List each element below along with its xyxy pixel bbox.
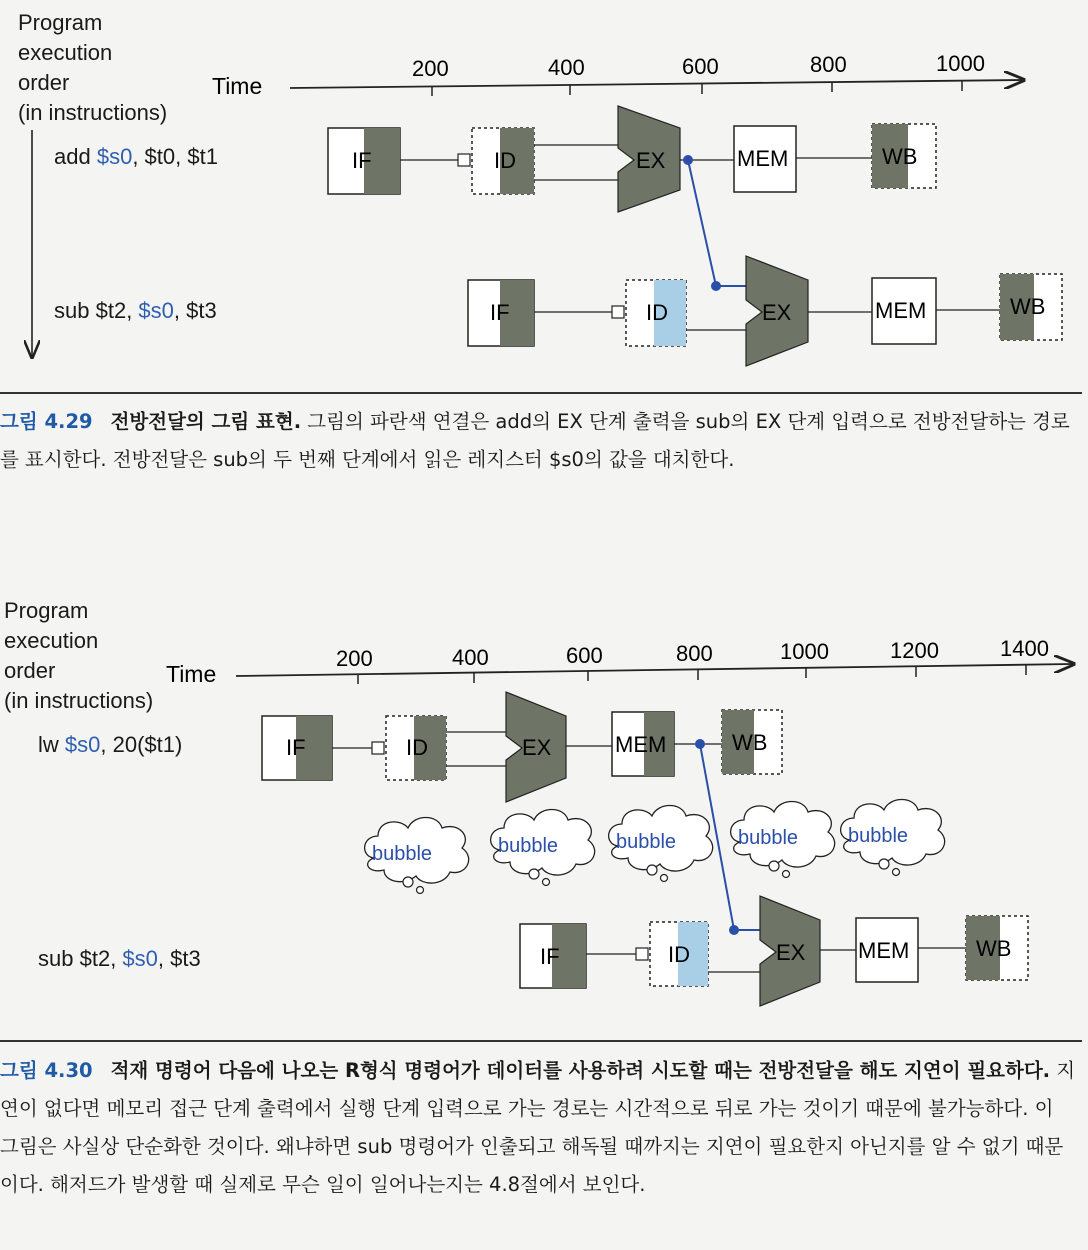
- caption-4-30: [0, 1052, 1078, 1204]
- tick-label: 200: [336, 646, 373, 671]
- time-label: Time: [212, 73, 263, 99]
- instruction-add: add $s0, $t0, $t1: [54, 144, 218, 169]
- svg-text:IF: IF: [490, 300, 510, 325]
- pipeline-row-add: [328, 106, 936, 212]
- figure-4-30: [0, 590, 1088, 1030]
- svg-text:WB: WB: [976, 936, 1012, 961]
- tick-label: 600: [566, 643, 603, 668]
- bubble-cloud: [609, 806, 713, 882]
- svg-text:MEM: MEM: [615, 732, 667, 757]
- caption-text: 그림의 파란색 연결은 add의 EX 단계 출력을 sub의 EX 단계 입력으로 전방전달하는 경로를 표시한다. 전방전달은 sub의 두 번째 단계에서 읽은 레지스터 $s0의 값을 대치한다.: [0, 410, 1070, 471]
- figure-number: 그림 4.30: [0, 1059, 93, 1082]
- instruction-lw: lw $s0, 20($t1): [38, 732, 183, 757]
- svg-text:EX: EX: [522, 735, 552, 760]
- bubble-cloud: [365, 818, 469, 894]
- bubble-cloud: [841, 800, 945, 876]
- figure-rule: [0, 1040, 1082, 1042]
- tick-label: 800: [676, 641, 713, 666]
- svg-text:EX: EX: [636, 148, 666, 173]
- tick-label: 1000: [936, 51, 985, 76]
- figure-number: 그림 4.29: [0, 410, 93, 433]
- program-order-label: Program execution order (in instructions): [18, 10, 168, 125]
- svg-text:ID: ID: [646, 300, 668, 325]
- tick-label: 1200: [890, 638, 939, 663]
- svg-text:EX: EX: [776, 940, 806, 965]
- pipeline-row-sub: [468, 256, 1062, 366]
- caption-4-29: [0, 403, 1078, 479]
- svg-text:IF: IF: [286, 735, 306, 760]
- bubble-label: bubble: [848, 825, 909, 847]
- tick-label: 600: [682, 54, 719, 79]
- bubble-cloud: [491, 810, 595, 886]
- tick-label: 400: [548, 55, 585, 80]
- time-axis: [290, 80, 1022, 88]
- tick-label: 1400: [1000, 636, 1049, 661]
- svg-text:WB: WB: [1010, 294, 1046, 319]
- svg-text:WB: WB: [732, 730, 768, 755]
- tick-label: 1000: [780, 639, 829, 664]
- figure-4-29: [0, 0, 1088, 400]
- svg-text:MEM: MEM: [875, 298, 927, 323]
- bubble-label: bubble: [616, 831, 677, 853]
- tick-label: 800: [810, 52, 847, 77]
- svg-text:MEM: MEM: [737, 146, 789, 171]
- instruction-sub: sub $t2, $s0, $t3: [38, 946, 201, 971]
- svg-text:MEM: MEM: [858, 938, 910, 963]
- bubble-cloud: [731, 802, 835, 878]
- svg-text:IF: IF: [352, 148, 372, 173]
- bubble-label: bubble: [498, 835, 559, 857]
- svg-text:ID: ID: [668, 942, 690, 967]
- time-label: Time: [166, 661, 217, 687]
- tick-label: 400: [452, 645, 489, 670]
- tick-label: 200: [412, 56, 449, 81]
- pipeline-row-sub: [520, 896, 1028, 1006]
- svg-text:IF: IF: [540, 944, 560, 969]
- caption-title: 전방전달의 그림 표현.: [110, 410, 302, 433]
- bubble-label: bubble: [738, 827, 799, 849]
- svg-text:EX: EX: [762, 300, 792, 325]
- caption-text: 지연이 없다면 메모리 접근 단계 출력에서 실행 단계 입력으로 가는 경로는 시간적으로 뒤로 가는 것이기 때문에 불가능하다. 이 그림은 사실상 단순화한 것이다. 왜냐하면 sub 명령어가 인출되고 해독될 때까지는 지연이 필요한지 아닌지를 알 수 없기 때문이다. 해저드가 발생할 때 실제로 무슨 일이 일어나는지는 4.8절에서 보인다.: [0, 1059, 1076, 1196]
- svg-text:ID: ID: [406, 735, 428, 760]
- program-order-label: Program execution order (in instructions): [4, 598, 154, 713]
- bubble-label: bubble: [372, 843, 433, 865]
- svg-text:WB: WB: [882, 144, 918, 169]
- svg-text:ID: ID: [494, 148, 516, 173]
- figure-rule: [0, 392, 1082, 394]
- instruction-sub: sub $t2, $s0, $t3: [54, 298, 217, 323]
- caption-title: 적재 명령어 다음에 나오는 R형식 명령어가 데이터를 사용하려 시도할 때는 전방전달을 해도 지연이 필요하다.: [110, 1059, 1051, 1082]
